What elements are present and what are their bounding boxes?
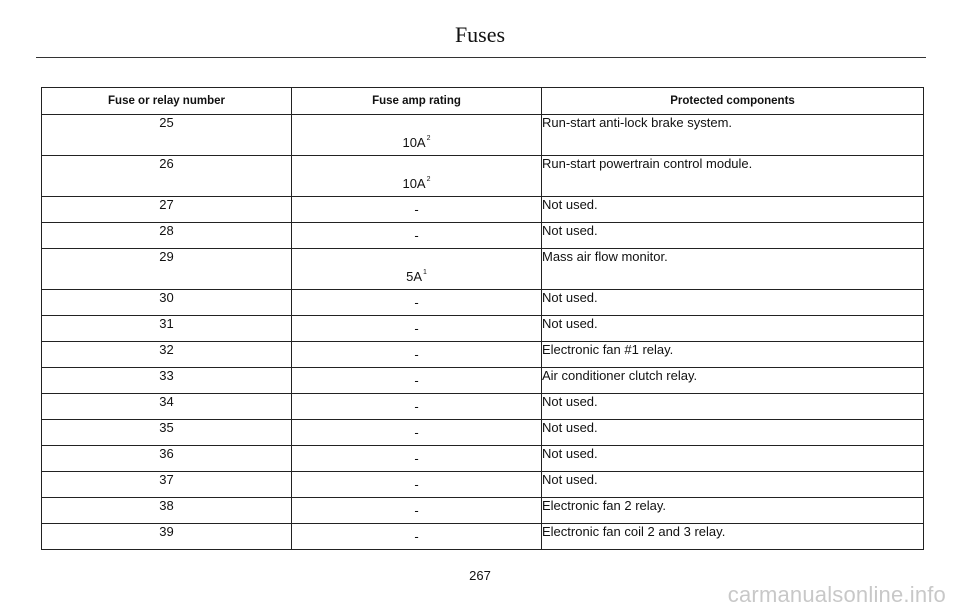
page-title: Fuses — [454, 22, 506, 47]
amp-rating-value: - — [414, 399, 419, 414]
amp-rating-value: - — [414, 321, 419, 336]
protected-component-cell: Not used. — [542, 197, 924, 223]
fuse-table — [41, 87, 924, 550]
table-header-row — [42, 88, 924, 115]
amp-rating-cell — [292, 446, 542, 472]
protected-component-cell: Not used. — [542, 290, 924, 316]
protected-component-cell: Not used. — [542, 472, 924, 498]
amp-rating-cell — [292, 197, 542, 223]
protected-component-cell: Not used. — [542, 223, 924, 249]
amp-rating-cell — [292, 498, 542, 524]
amp-rating-cell — [292, 420, 542, 446]
amp-rating-value: - — [414, 425, 419, 440]
amp-rating-value: 10A — [402, 176, 426, 191]
protected-component-cell: Electronic fan 2 relay. — [542, 498, 924, 524]
amp-rating-cell — [292, 223, 542, 249]
fuse-number-cell: 25 — [42, 115, 292, 156]
fuse-number-cell: 31 — [42, 316, 292, 342]
amp-rating-value: 10A — [402, 135, 426, 150]
table-row — [42, 498, 924, 524]
protected-component-cell: Electronic fan #1 relay. — [542, 342, 924, 368]
table-row — [42, 290, 924, 316]
protected-component-cell: Not used. — [542, 316, 924, 342]
amp-rating-cell — [292, 249, 542, 290]
footnote-marker: 1 — [423, 268, 427, 276]
table-row — [42, 368, 924, 394]
amp-rating-cell — [292, 524, 542, 550]
header-divider — [36, 57, 926, 58]
amp-rating-value: - — [414, 228, 419, 243]
table-row — [42, 524, 924, 550]
table-row — [42, 115, 924, 156]
protected-component-cell: Run-start anti-lock brake system. — [542, 115, 924, 156]
amp-rating-cell — [292, 342, 542, 368]
table-row — [42, 446, 924, 472]
column-header-fuse-number: Fuse or relay number — [42, 88, 292, 115]
amp-rating-value: - — [414, 477, 419, 492]
table-row — [42, 156, 924, 197]
protected-component-cell: Not used. — [542, 420, 924, 446]
amp-rating-cell — [292, 368, 542, 394]
page-number: 267 — [469, 568, 491, 583]
table-row — [42, 249, 924, 290]
table-row — [42, 197, 924, 223]
footnote-marker: 2 — [426, 134, 431, 142]
amp-rating-value: 5A — [406, 269, 422, 284]
table-row — [42, 394, 924, 420]
fuse-number-cell: 38 — [42, 498, 292, 524]
table-row — [42, 472, 924, 498]
protected-component-cell: Air conditioner clutch relay. — [542, 368, 924, 394]
column-header-protected-components: Protected components — [542, 88, 924, 115]
protected-component-cell: Mass air flow monitor. — [542, 249, 924, 290]
fuse-number-cell: 39 — [42, 524, 292, 550]
amp-rating-cell — [292, 316, 542, 342]
table-row — [42, 223, 924, 249]
protected-component-cell: Not used. — [542, 394, 924, 420]
amp-rating-cell — [292, 156, 542, 197]
amp-rating-cell — [292, 290, 542, 316]
protected-component-cell: Not used. — [542, 446, 924, 472]
amp-rating-cell — [292, 394, 542, 420]
table-row — [42, 316, 924, 342]
fuse-number-cell: 26 — [42, 156, 292, 197]
column-header-amp-rating: Fuse amp rating — [292, 88, 542, 115]
protected-component-cell: Electronic fan coil 2 and 3 relay. — [542, 524, 924, 550]
fuse-number-cell: 30 — [42, 290, 292, 316]
amp-rating-value: - — [414, 503, 419, 518]
fuse-number-cell: 37 — [42, 472, 292, 498]
table-row — [42, 342, 924, 368]
fuse-number-cell: 33 — [42, 368, 292, 394]
amp-rating-value: - — [414, 451, 419, 466]
fuse-number-cell: 36 — [42, 446, 292, 472]
amp-rating-value: - — [414, 202, 419, 217]
fuse-number-cell: 27 — [42, 197, 292, 223]
amp-rating-value: - — [414, 529, 419, 544]
fuse-number-cell: 34 — [42, 394, 292, 420]
amp-rating-value: - — [414, 373, 419, 388]
amp-rating-cell — [292, 115, 542, 156]
fuse-number-cell: 35 — [42, 420, 292, 446]
amp-rating-value: - — [414, 295, 419, 310]
protected-component-cell: Run-start powertrain control module. — [542, 156, 924, 197]
watermark: carmanualsonline.info — [727, 582, 946, 607]
amp-rating-cell — [292, 472, 542, 498]
fuse-number-cell: 28 — [42, 223, 292, 249]
amp-rating-value: - — [414, 347, 419, 362]
fuse-number-cell: 29 — [42, 249, 292, 290]
table-row — [42, 420, 924, 446]
fuse-number-cell: 32 — [42, 342, 292, 368]
footnote-marker: 2 — [426, 175, 431, 183]
